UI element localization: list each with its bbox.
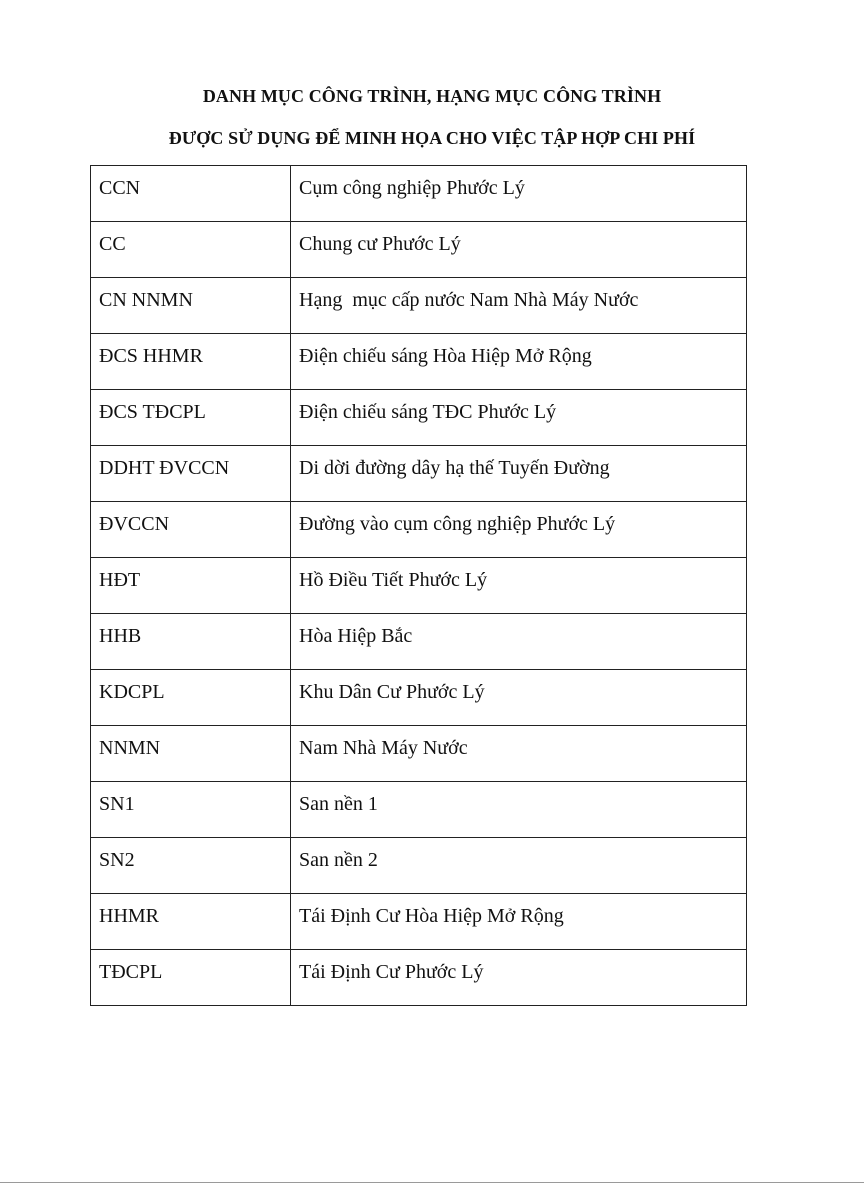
project-code-cell bbox=[91, 782, 291, 838]
project-name: Cụm công nghiệp Phước Lý bbox=[299, 177, 525, 199]
table-row bbox=[91, 222, 747, 278]
project-code: DDHT ĐVCCN bbox=[99, 457, 230, 479]
project-code-cell bbox=[91, 838, 291, 894]
project-code-cell bbox=[91, 614, 291, 670]
table-row bbox=[91, 390, 747, 446]
project-code: TĐCPL bbox=[99, 961, 163, 983]
project-name-cell bbox=[291, 726, 747, 782]
project-name: Hòa Hiệp Bắc bbox=[299, 625, 413, 647]
project-name: San nền 1 bbox=[299, 793, 378, 815]
table-row bbox=[91, 614, 747, 670]
table-row bbox=[91, 334, 747, 390]
project-code-cell bbox=[91, 446, 291, 502]
table-row bbox=[91, 782, 747, 838]
project-code-cell bbox=[91, 390, 291, 446]
table-row bbox=[91, 838, 747, 894]
project-name-cell bbox=[291, 558, 747, 614]
project-name: Tái Định Cư Hòa Hiệp Mở Rộng bbox=[299, 905, 564, 927]
table-row bbox=[91, 670, 747, 726]
project-code: SN2 bbox=[99, 849, 135, 871]
project-code: ĐVCCN bbox=[99, 513, 170, 535]
project-code-cell bbox=[91, 950, 291, 1006]
project-code: CN NNMN bbox=[99, 289, 193, 311]
project-name-cell bbox=[291, 670, 747, 726]
project-name: Nam Nhà Máy Nước bbox=[299, 737, 468, 759]
project-code: CC bbox=[99, 233, 126, 255]
project-code-cell bbox=[91, 166, 291, 222]
project-name-cell bbox=[291, 222, 747, 278]
project-name-cell bbox=[291, 614, 747, 670]
table-row bbox=[91, 166, 747, 222]
table-row bbox=[91, 278, 747, 334]
project-name: Tái Định Cư Phước Lý bbox=[299, 961, 484, 983]
project-code-cell bbox=[91, 222, 291, 278]
page-title-line-1: DANH MỤC CÔNG TRÌNH, HẠNG MỤC CÔNG TRÌNH bbox=[202, 86, 662, 106]
project-name: Điện chiếu sáng TĐC Phước Lý bbox=[299, 401, 557, 423]
table-row bbox=[91, 502, 747, 558]
project-name-cell bbox=[291, 950, 747, 1006]
page-title-line-2: ĐƯỢC SỬ DỤNG ĐỂ MINH HỌA CHO VIỆC TẬP HỢP CHI PHÍ bbox=[168, 128, 696, 148]
project-name-cell bbox=[291, 838, 747, 894]
project-name-cell bbox=[291, 334, 747, 390]
project-name-cell bbox=[291, 390, 747, 446]
project-code: ĐCS HHMR bbox=[99, 345, 203, 367]
project-code-cell bbox=[91, 502, 291, 558]
project-code-cell bbox=[91, 558, 291, 614]
project-code: CCN bbox=[99, 177, 141, 199]
project-code: HHB bbox=[99, 625, 142, 647]
project-name: Khu Dân Cư Phước Lý bbox=[299, 681, 485, 703]
table-row bbox=[91, 446, 747, 502]
project-code: ĐCS TĐCPL bbox=[99, 401, 206, 423]
project-name-cell bbox=[291, 782, 747, 838]
project-name-cell bbox=[291, 894, 747, 950]
table-row bbox=[91, 558, 747, 614]
page-bottom-divider bbox=[0, 1182, 864, 1183]
project-code: KDCPL bbox=[99, 681, 165, 703]
project-code: SN1 bbox=[99, 793, 135, 815]
project-name: Đường vào cụm công nghiệp Phước Lý bbox=[299, 513, 616, 535]
table-row bbox=[91, 726, 747, 782]
project-code: NNMN bbox=[99, 737, 161, 759]
project-code-cell bbox=[91, 726, 291, 782]
project-name-cell bbox=[291, 502, 747, 558]
project-name-cell bbox=[291, 446, 747, 502]
project-catalog-table bbox=[90, 165, 747, 1006]
project-name: Chung cư Phước Lý bbox=[299, 233, 461, 255]
project-name: Điện chiếu sáng Hòa Hiệp Mở Rộng bbox=[299, 345, 592, 367]
project-code-cell bbox=[91, 894, 291, 950]
project-code-cell bbox=[91, 334, 291, 390]
project-name: Di dời đường dây hạ thế Tuyến Đường bbox=[299, 457, 610, 479]
project-name-cell bbox=[291, 166, 747, 222]
project-name-cell bbox=[291, 278, 747, 334]
project-name: Hạng mục cấp nước Nam Nhà Máy Nước bbox=[299, 289, 639, 311]
project-code-cell bbox=[91, 670, 291, 726]
table-row bbox=[91, 894, 747, 950]
project-code: HHMR bbox=[99, 905, 160, 927]
project-code-cell bbox=[91, 278, 291, 334]
project-name: Hồ Điều Tiết Phước Lý bbox=[299, 569, 488, 591]
project-name: San nền 2 bbox=[299, 849, 378, 871]
project-code: HĐT bbox=[99, 569, 141, 591]
table-row bbox=[91, 950, 747, 1006]
